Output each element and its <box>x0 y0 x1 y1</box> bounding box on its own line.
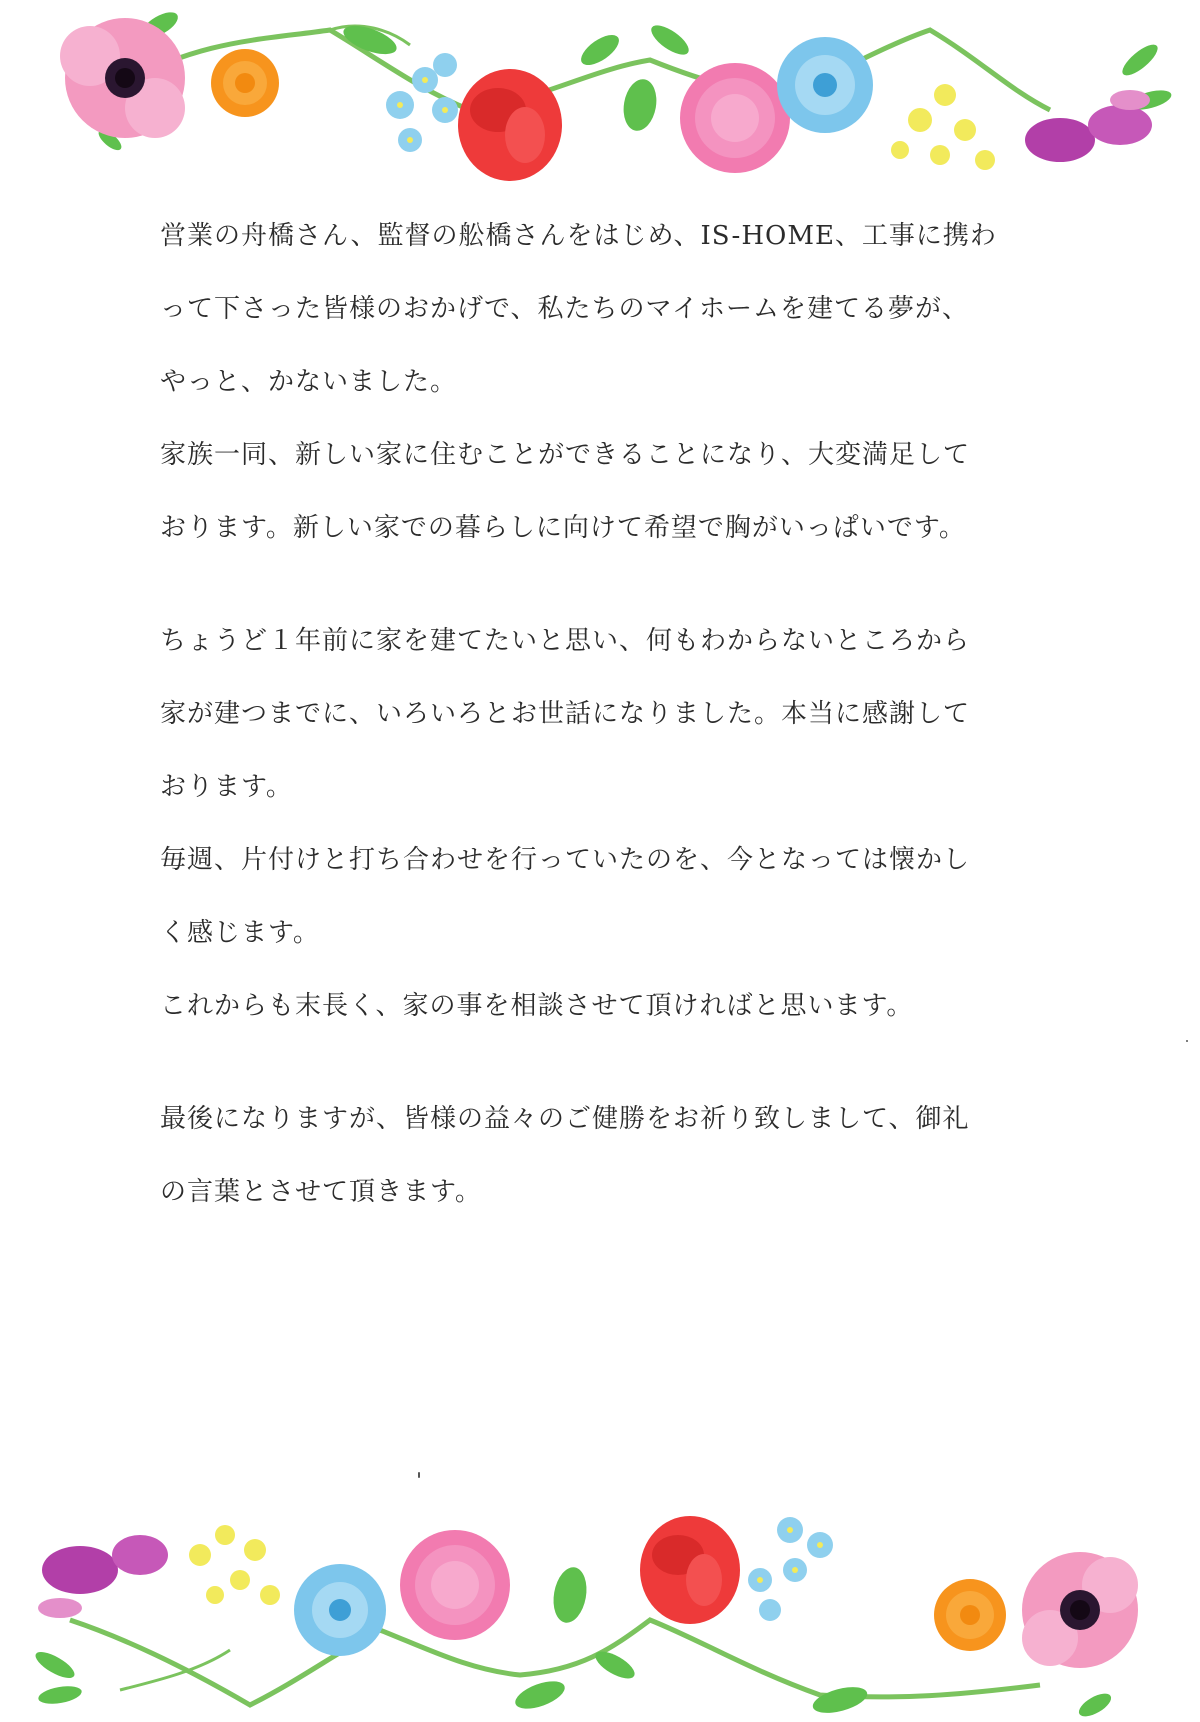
letter-line: の言葉とさせて頂きます。 <box>160 1177 482 1207</box>
letter-line: 家族一同、新しい家に住むことができることになり、大変満足して <box>160 440 971 470</box>
letter-paragraph <box>160 1088 1040 1234</box>
letter-line: く感じます。 <box>160 918 320 948</box>
yellow-fennel-icon <box>891 84 995 170</box>
top-floral-border <box>0 0 1200 190</box>
blue-cornflower-icon <box>777 37 873 133</box>
red-rose-icon <box>640 1516 740 1624</box>
anemone-flower-icon <box>60 18 185 138</box>
anemone-flower-icon <box>1022 1552 1138 1668</box>
bottom-floral-border <box>0 1500 1200 1722</box>
scan-speck <box>418 1472 420 1478</box>
letter-line: ちょうど１年前に家を建てたいと思い、何もわからないところから <box>160 626 971 656</box>
letter-line: 家が建つまでに、いろいろとお世話になりました。本当に感謝して <box>160 699 971 729</box>
blue-cornflower-icon <box>294 1564 386 1656</box>
letter-line: おります。新しい家での暮らしに向けて希望で胸がいっぱいです。 <box>160 513 966 543</box>
paragraph-gap <box>160 570 1040 610</box>
letter-line: 営業の舟橋さん、監督の舩橋さんをはじめ、IS-HOME、工事に携わ <box>160 221 997 251</box>
marigold-flower-icon <box>934 1579 1006 1651</box>
marigold-flower-icon <box>211 49 279 117</box>
letter-line: おります。 <box>160 772 293 802</box>
paragraph-gap <box>160 1048 1040 1088</box>
forget-me-not-icon <box>386 53 458 152</box>
letter-line: 最後になりますが、皆様の益々のご健勝をお祈り致しまして、御礼 <box>160 1104 970 1134</box>
purple-freesia-icon <box>1025 90 1152 162</box>
letter-line: やっと、かないました。 <box>160 367 458 397</box>
letter-line: って下さった皆様のおかげで、私たちのマイホームを建てる夢が、 <box>160 294 969 324</box>
letter-paragraph <box>160 610 1040 1048</box>
forget-me-not-icon <box>748 1517 833 1621</box>
red-rose-icon <box>458 69 562 181</box>
letter-paragraph <box>160 205 1040 570</box>
purple-freesia-icon <box>38 1535 168 1618</box>
letter-body <box>160 205 1040 1234</box>
pink-dahlia-icon <box>400 1530 510 1640</box>
scan-speck <box>1186 1040 1188 1042</box>
letter-line: これからも末長く、家の事を相談させて頂ければと思います。 <box>160 991 914 1021</box>
letter-line: 毎週、片付けと打ち合わせを行っていたのを、今となっては懐かし <box>160 845 971 875</box>
pink-dahlia-icon <box>680 63 790 173</box>
yellow-fennel-icon <box>189 1525 280 1605</box>
